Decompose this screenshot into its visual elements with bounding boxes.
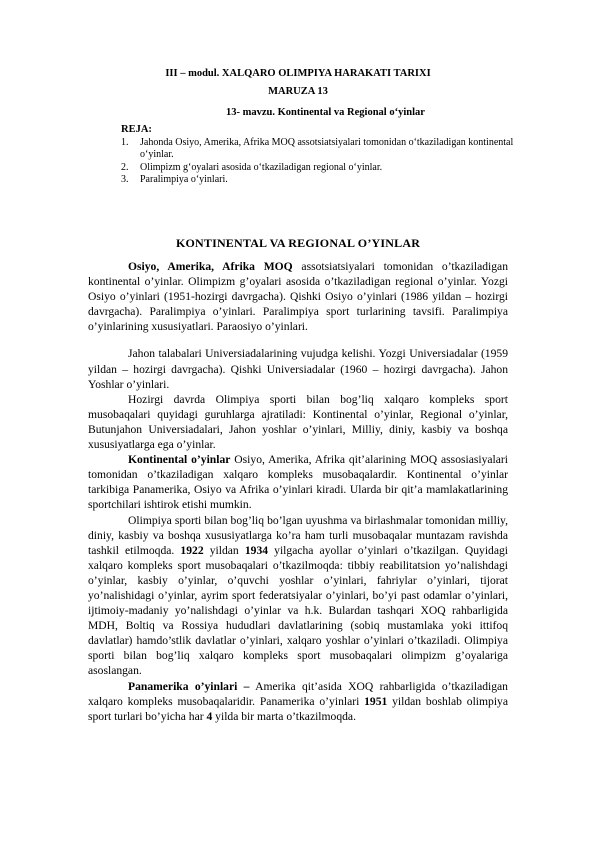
- body-text: [88, 259, 508, 724]
- plan-item-text: Jahonda Osiyo, Amerika, Afrika MOQ assotsiatsiyalari tomonidan o‘tkaziladigan kontinental o‘yinlar.: [140, 137, 514, 161]
- plan-item-number: 3.: [121, 174, 129, 186]
- paragraph-text: yilda bir marta o’tkazilmoqda.: [212, 709, 356, 723]
- bold-number: 4: [206, 709, 213, 723]
- paragraph-4: [88, 452, 508, 512]
- bold-year: 1922: [180, 543, 204, 557]
- paragraph-text: Amerika qit’asida XOQ rahbarligida o’tkaziladigan xalqaro kompleks musobaqalaridir. Panamerika o’yinlari: [88, 679, 508, 708]
- lecture-title: MARUZA 13: [268, 86, 328, 97]
- paragraph-2: Jahon talabalari Universiadalarining vujudga kelishi. Yozgi Universiadalar (1959 yildan – hozirgi davrgacha). Qishki Universiadalar (1960 – hozirgi davrgacha). Jahon Yoshlar o’yinlari.: [88, 347, 508, 391]
- plan-item: [121, 174, 541, 186]
- paragraph-5: [88, 513, 508, 679]
- plan-list: [121, 137, 541, 187]
- bold-phrase: Panamerika o’yinlari –: [128, 679, 250, 693]
- topic-title: 13- mavzu. Kontinental va Regional o‘yinlar: [226, 107, 425, 118]
- bold-year: 1934: [244, 543, 269, 557]
- plan-label: REJA:: [121, 124, 152, 135]
- paragraph-6: [88, 679, 508, 724]
- paragraph-3: Hozirgi davrda Olimpiya sporti bilan bog’liq xalqaro kompleks sport musobaqalari quyidagi guruhlarga ajratiladi: Kontinental o’yinlar, Regional o’yinlar, Butunjahon Universiadalari, Jahon yoshlar o’yinlari, Milliy, diniy, kasbiy va boshqa xususiyatlarga ega o’yinlar.: [88, 392, 508, 452]
- paragraph-text: yildan boshlab olimpiya sport turlari bo’yicha har: [88, 694, 508, 723]
- plan-item-text: Olimpizm g‘oyalari asosida o‘tkaziladigan regional o‘yinlar.: [140, 161, 383, 173]
- bold-year: 1951: [364, 694, 388, 708]
- paragraph-text: yilgacha ayollar o’yinlari o’tkazilgan. Quyidagi xalqaro kompleks sport musobaqalari o’tkazilmoqda: tibbiy reabilitatsion yo’nalishdagi o’yinlar, kasbiy o’yinlar, o’quvchi yoshlar o’yinlari, fahriylar o’yinlari, tijorat yo’nalishidagi o’yinlar, ayrim sport federatsiyalar o’yinlari, bo’yi past odamlar o’yinlari, ijtimoiy-madaniy yo’nalishdagi o’yinlar va h.k. Bulardan tashqari XOQ rahbarligida MDH, Boltiq va Rossiya hududlari davlatlarining (sobiq mustamlaka yoki ittifoq davlatlar) hamdo’stlik davlatlar o’yinlari, xalqaro yoshlar o’yinlari o’tkaziladi. Olimpiya sporti bilan bog’liq xalqaro kompleks sport musobaqalari olimpizm g’oyalariga asoslangan.: [88, 543, 509, 678]
- plan-item-number: 2.: [121, 161, 129, 173]
- paragraph-text: yildan: [203, 543, 245, 557]
- paragraph-text: Olimpiya sporti bilan bog’liq bo’lgan uyushma va birlashmalar tomonidan milliy, diniy, kasbiy va boshqa xususiyatlarga ko’ra ham turli musobaqalar muntazam ravishda tashkil etilmoqda.: [88, 513, 508, 557]
- plan-item-number: 1.: [121, 137, 129, 148]
- plan-item-text: Paralimpiya o‘yinlari.: [140, 174, 228, 186]
- bold-phrase: Kontinental o’yinlar: [128, 453, 231, 467]
- paragraph-text: assotsiatsiyalari tomonidan o’tkaziladigan kontinental o’yinlar. Olimpizm g’oyalari asosida o’tkaziladigan regional o’yinlar. Yozgi Osiyo o’yinlari (1951-hozirgi davrgacha). Qishki Osiyo o’yinlari (1986 yildan – hozirgi davrgacha). Paralimpiya o’yinlari. Paralimpiya sport turlarining tavsifi. Paralimpiya o’yinlarining xususiyatlari. Paraosiyo o’yinlari.: [88, 260, 508, 334]
- module-title: III – modul. XALQARO OLIMPIYA HARAKATI TARIXI: [165, 68, 431, 79]
- bold-phrase: Osiyo, Amerika, Afrika MOQ: [128, 260, 293, 273]
- paragraph-1: [88, 259, 508, 334]
- paragraph-text: Osiyo, Amerika, Afrika qit’alarining MOQ assosiasiyalari tomonidan o’tkaziladigan xalqaro kompleks musobaqalardir. Kontinental o’yinlar tarkibiga Panamerika, Osiyo va Afrika o’yinlari kiradi. Ularda bir qit’a mamlakatlarining sportchilari ishtirok etishi mumkin.: [88, 453, 508, 512]
- plan-item: [121, 162, 541, 174]
- plan-item: [121, 137, 541, 162]
- section-heading: KONTINENTAL VA REGIONAL O’YINLAR: [175, 236, 421, 250]
